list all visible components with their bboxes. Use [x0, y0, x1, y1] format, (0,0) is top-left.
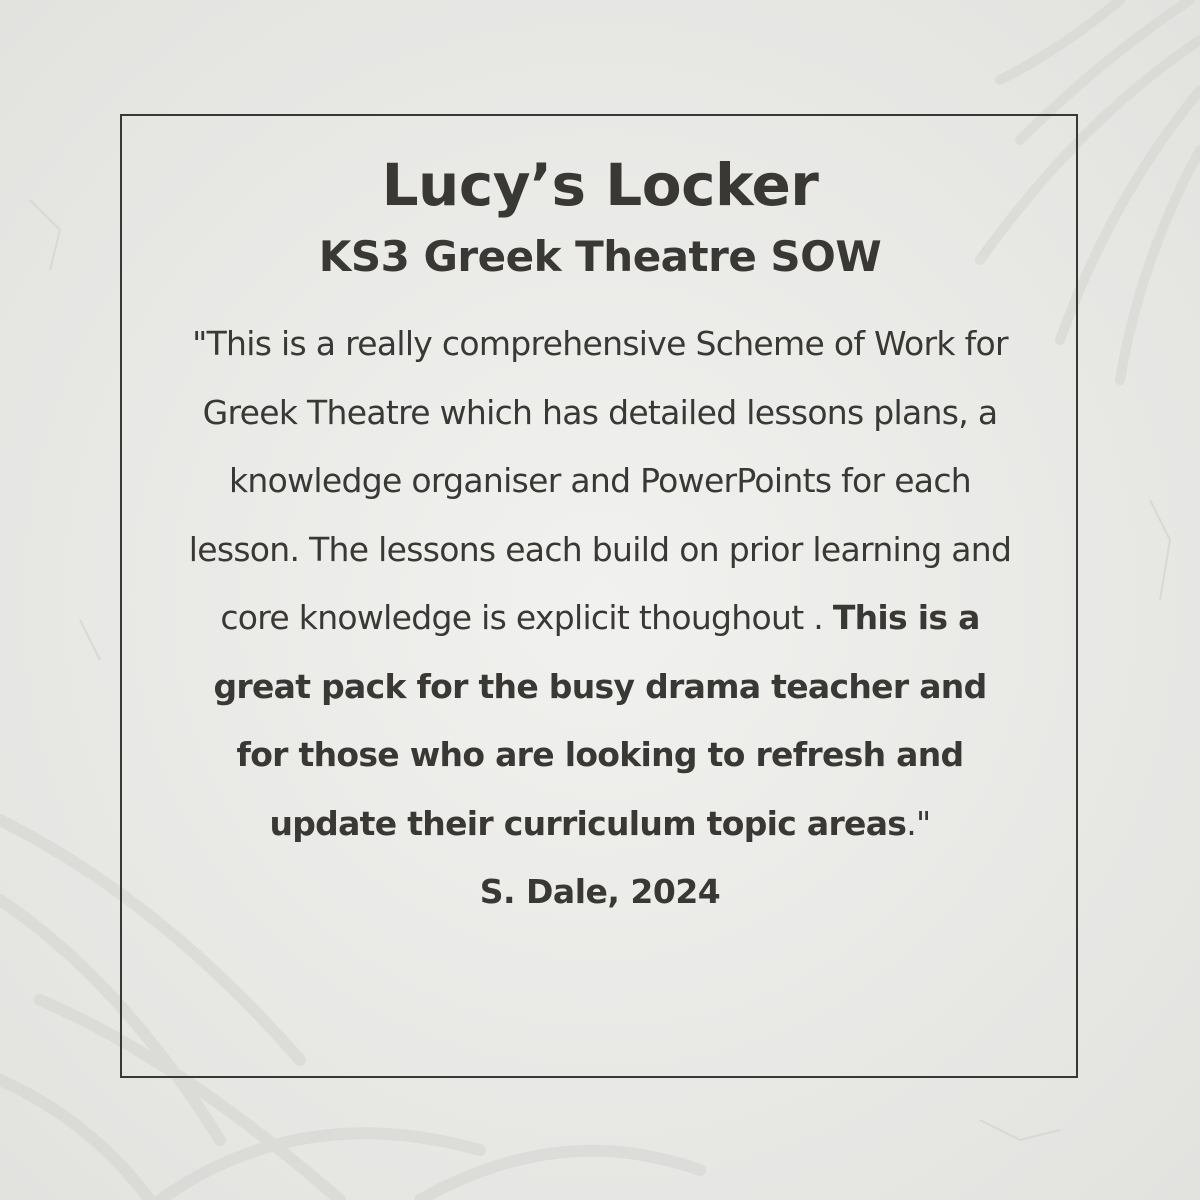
- testimonial-card: [150, 150, 1050, 927]
- quote-bold-text: This is a great pack for the busy drama teacher and for those who are looking to refresh and update their curriculum topic areas: [213, 598, 987, 843]
- quote-regular-text: "This is a really comprehensive Scheme of Work for Greek Theatre which has detailed lessons plans, a knowledge organiser and PowerPoints for each lesson. The lessons each build on prior learning and core knowledge is explicit thoughout .: [188, 324, 1012, 637]
- quote-closing: .": [906, 803, 931, 843]
- product-subtitle: KS3 Greek Theatre SOW: [318, 232, 882, 281]
- quote-attribution: S. Dale, 2024: [479, 872, 721, 911]
- brand-title: Lucy’s Locker: [381, 151, 819, 219]
- testimonial-quote: [185, 310, 1015, 858]
